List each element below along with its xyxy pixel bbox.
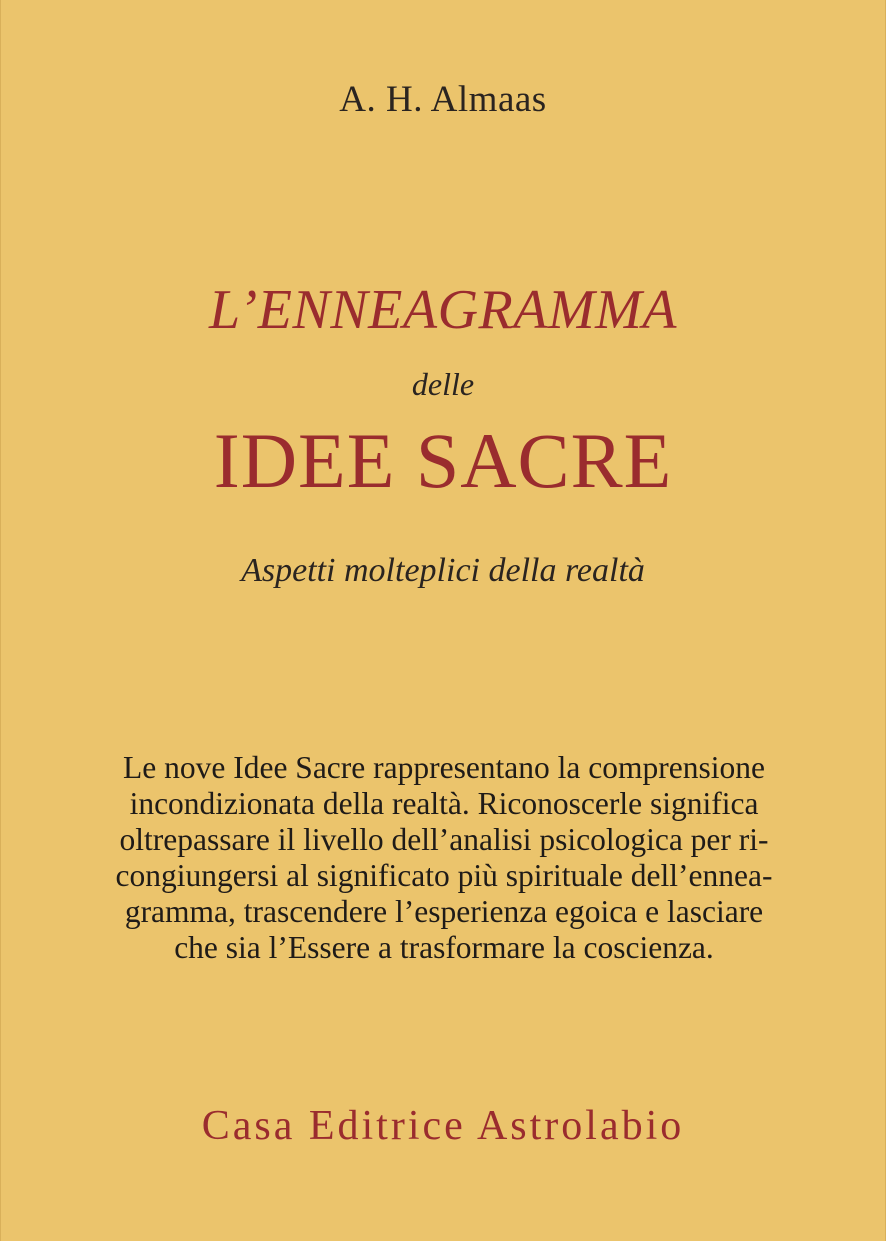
- blurb-line: che sia l’Essere a trasformare la coscienza.: [174, 930, 714, 965]
- publisher-name: Casa Editrice Astrolabio: [201, 1103, 685, 1149]
- title-line-idee-sacre: IDEE SACRE: [213, 417, 673, 504]
- subtitle: Aspetti molteplici della realtà: [241, 552, 645, 589]
- blurb-line: congiungersi al significato più spirituale dell’ennea-: [115, 858, 773, 893]
- title-line-delle: delle: [411, 366, 475, 402]
- author-name: A. H. Almaas: [339, 79, 547, 120]
- blurb-line: gramma, trascendere l’esperienza egoica e lasciare: [124, 894, 764, 929]
- blurb-line: Le nove Idee Sacre rappresentano la comprensione: [123, 750, 765, 785]
- blurb-line: oltrepassare il livello dell’analisi psicologica per ri-: [119, 822, 769, 857]
- blurb-text: [111, 750, 777, 966]
- blurb-line: incondizionata della realtà. Riconoscerle significa: [129, 786, 759, 821]
- title-line-enneagramma: L’ENNEAGRAMMA: [209, 279, 677, 341]
